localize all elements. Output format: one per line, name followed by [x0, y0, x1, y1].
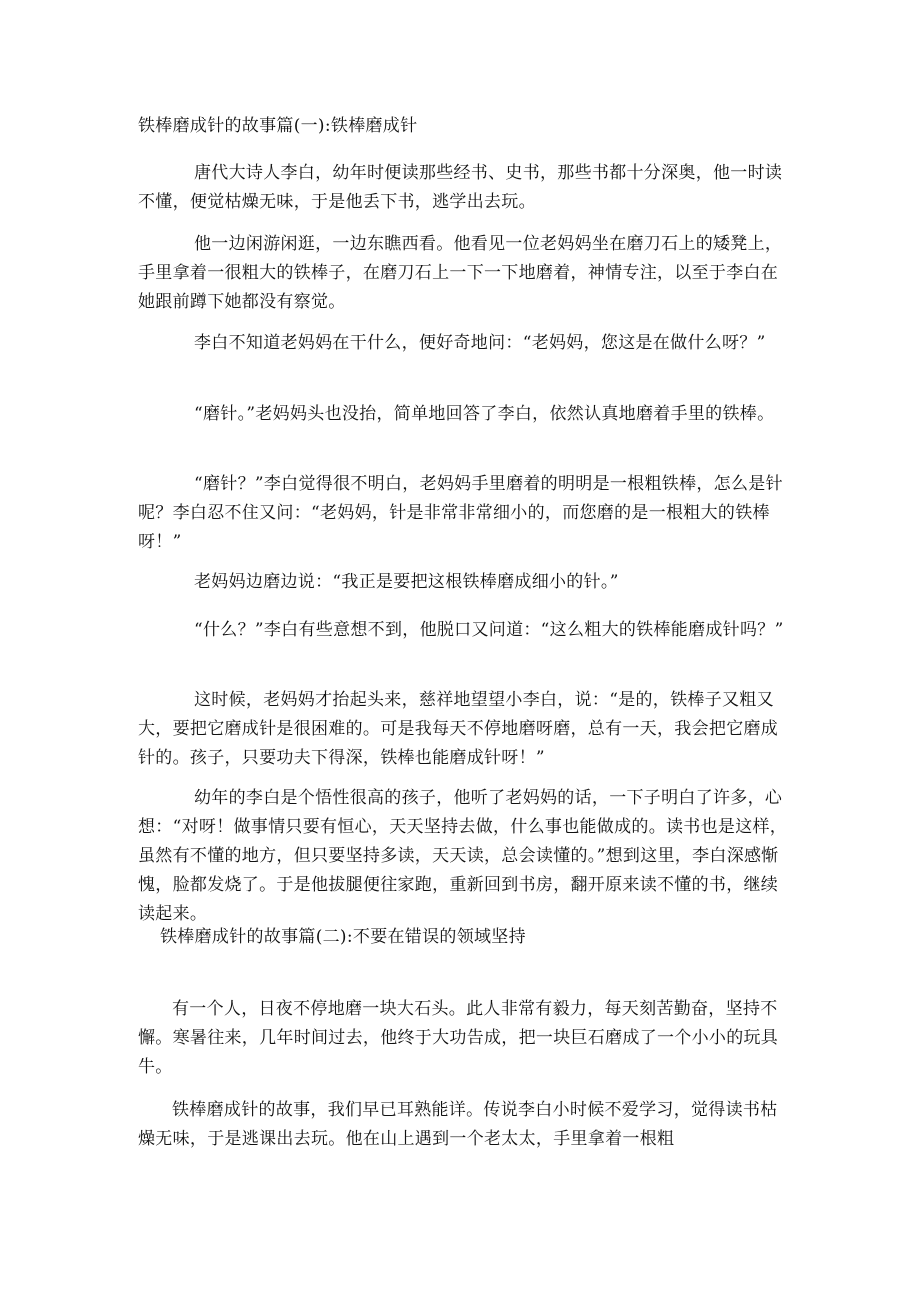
paragraph-2-1: 有一个人，日夜不停地磨一块大石头。此人非常有毅力，每天刻苦勤奋，坚持不懈。寒暑往来，几年时间过去，他终于大功告成，把一块巨石磨成了一个小小的玩具牛。: [138, 999, 779, 1077]
paragraph-1-7: “什么？”李白有些意想不到，他脱口又问道：“这么粗大的铁棒能磨成针吗？”: [194, 620, 784, 640]
paragraph-2-2: 铁棒磨成针的故事，我们早已耳熟能详。传说李白小时候不爱学习，觉得读书枯燥无味，于是逃课出去玩。他在山上遇到一个老太太，手里拿着一根粗: [138, 1100, 778, 1149]
paragraph-1-9: 幼年的李白是个悟性很高的孩子，他听了老妈妈的话，一下子明白了许多，心想：“对呀！做事情只要有恒心，天天坚持去做，什么事也能做成的。读书也是这样，虽然有不懂的地方，但只要坚持多读，天天读，总会读懂的。”想到这里，李白深感惭愧，脸都发烧了。于是他拔腿便往家跑，重新回到书房，翻开原来读不懂的书，继续读起来。: [138, 788, 788, 924]
paragraph-1-8: 这时候，老妈妈才抬起头来，慈祥地望望小李白，说：“是的，铁棒子又粗又大，要把它磨成针是很困难的。可是我每天不停地磨呀磨，总有一天，我会把它磨成针的。孩子，只要功夫下得深，铁棒也能磨成针呀！”: [138, 690, 779, 768]
paragraph-1-2: 他一边闲游闲逛，一边东瞧西看。他看见一位老妈妈坐在磨刀石上的矮凳上，手里拿着一很粗大的铁棒子，在磨刀石上一下一下地磨着，神情专注，以至于李白在她跟前蹲下她都没有察觉。: [138, 234, 783, 312]
paragraph-1-3: 李白不知道老妈妈在干什么，便好奇地问：“老妈妈，您这是在做什么呀？”: [194, 333, 766, 353]
paragraph-1-6: 老妈妈边磨边说：“我正是要把这根铁棒磨成细小的针。”: [194, 572, 619, 592]
section-2-title: 铁棒磨成针的故事篇(二):不要在错误的领域坚持: [160, 927, 526, 947]
paragraph-1-4: “磨针。”老妈妈头也没抬，简单地回答了李白，依然认真地磨着手里的铁棒。: [194, 404, 775, 424]
paragraph-1-1: 唐代大诗人李白，幼年时便读那些经书、史书，那些书都十分深奥，他一时读不懂，便觉枯燥无味，于是他丢下书，逃学出去玩。: [138, 163, 783, 212]
section-1-title: 铁棒磨成针的故事篇(一):铁棒磨成针: [138, 116, 418, 136]
paragraph-1-5: “磨针？”李白觉得很不明白，老妈妈手里磨着的明明是一根粗铁棒，怎么是针呢？李白忍不住又问：“老妈妈，针是非常非常细小的，而您磨的是一根粗大的铁棒呀！”: [138, 474, 783, 552]
